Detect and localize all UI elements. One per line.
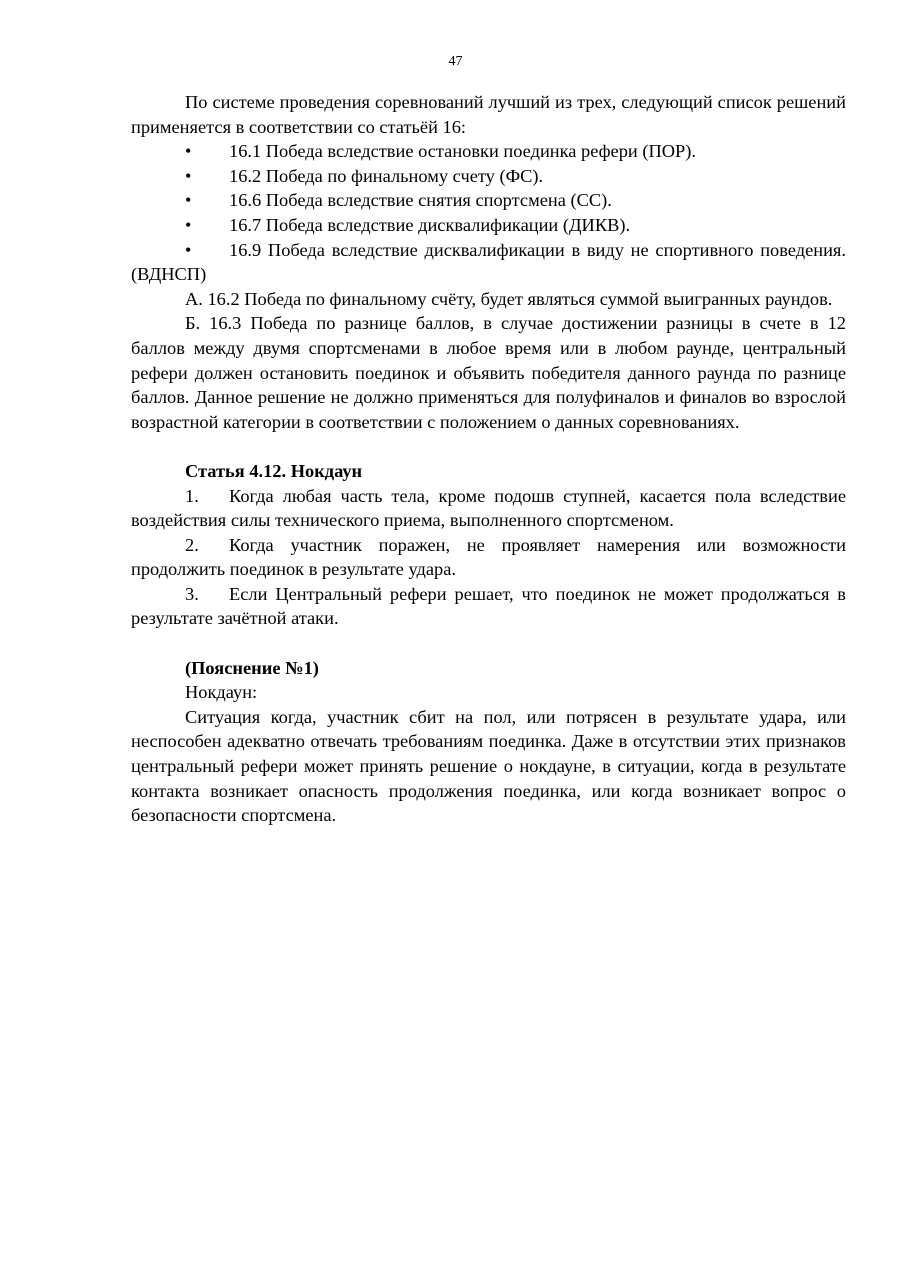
paragraph-b: Б. 16.3 Победа по разнице баллов, в случае достижении разницы в счете в 12 баллов между двумя спортсменами в любое время или в любом раунде, центральный рефери должен остановить поединок и объявить победителя данного раунда по разнице баллов. Данное решение не должно применяться для полуфиналов и финалов во взрослой возрастной категории в соответствии с положением о данных соревнованиях. [131,313,846,432]
list-item [131,238,846,287]
bullet-icon: • [185,165,192,186]
document-body [131,90,846,828]
list-item-text: 16.1 Победа вследствие остановки поединка рефери (ПОР). [229,141,696,162]
list-item-text: 16.2 Победа по финальному счету (ФС). [229,165,544,186]
note-text: Ситуация когда, участник сбит на пол, или потрясен в результате удара, или неспособен адекватно отвечать требованиям поединка. Даже в отсутствии этих признаков центральный рефери может принять решение о нокдауне, в ситуации, когда в результате контакта возникает опасность продолжения поединка, или когда возникает вопрос о безопасности спортсмена. [131,706,846,826]
list-item-text: 16.7 Победа вследствие дисквалификации (ДИКВ). [229,214,631,235]
intro-paragraph: По системе проведения соревнований лучший из трех, следующий список решений применяется в соответствии со статьёй 16: [131,92,846,137]
spacer [131,434,846,459]
article-item [131,582,846,631]
bullet-icon: • [185,214,192,235]
decision-list [131,139,846,287]
spacer [131,631,846,656]
item-number: 1. [185,485,199,506]
note-title: (Пояснение №1) [185,657,319,678]
page-number: 47 [448,54,463,69]
item-number: 2. [185,534,199,555]
item-text: Если Центральный рефери решает, что поединок не может продолжаться в результате зачётной атаки. [131,583,846,629]
bullet-icon: • [185,239,192,260]
item-text: Когда участник поражен, не проявляет намерения или возможности продолжить поединок в результате удара. [131,534,846,580]
list-item [131,139,846,164]
list-item-text: 16.9 Победа вследствие дисквалификации в виду не спортивного поведения. (ВДНСП) [131,239,846,285]
paragraph-a: А. 16.2 Победа по финальному счёту, будет являться суммой выигранных раундов. [185,288,833,309]
note-subtitle: Нокдаун: [185,682,258,703]
article-item [131,484,846,533]
item-number: 3. [185,583,199,604]
bullet-icon: • [185,190,192,211]
article-item [131,533,846,582]
bullet-icon: • [185,141,192,162]
list-item [131,164,846,189]
item-text: Когда любая часть тела, кроме подошв ступней, касается пола вследствие воздействия силы технического приема, выполненного спортсменом. [131,485,846,531]
list-item-text: 16.6 Победа вследствие снятия спортсмена (СС). [229,190,612,211]
article-title: Статья 4.12. Нокдаун [185,460,363,481]
list-item [131,188,846,213]
list-item [131,213,846,238]
